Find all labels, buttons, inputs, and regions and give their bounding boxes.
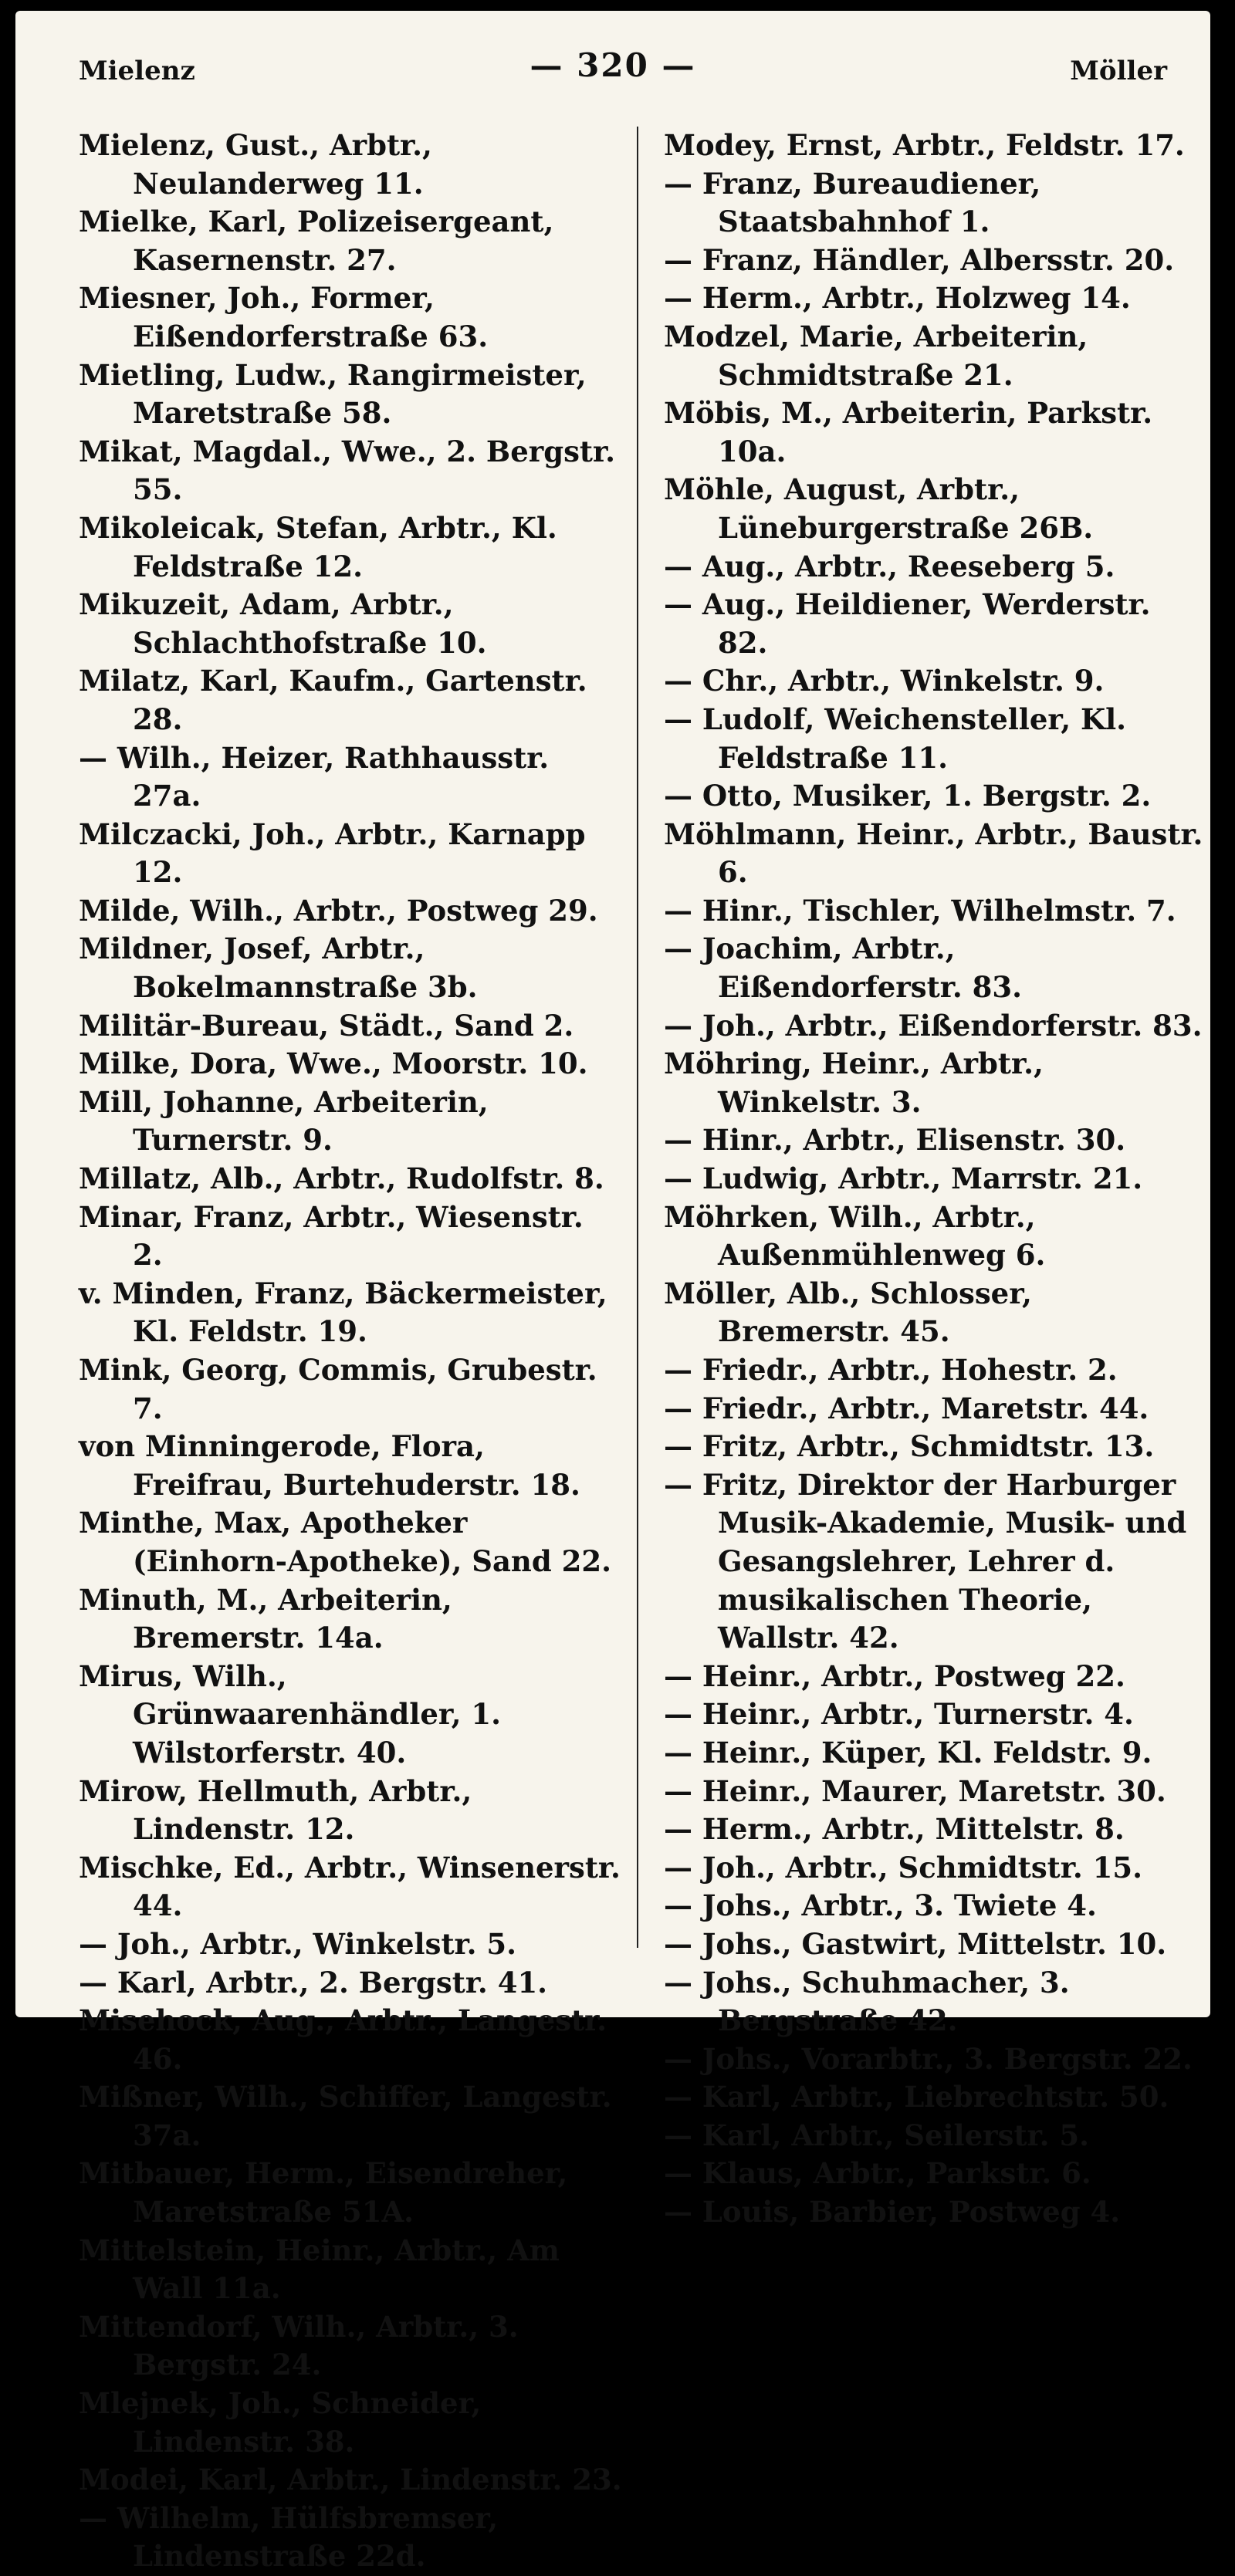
header-first-name: Mielenz (79, 56, 195, 86)
directory-entry: Modzel, Marie, Arbeiterin, Schmidtstraße 21. (664, 319, 1088, 392)
directory-entry: — Karl, Arbtr., 2. Bergstr. 41. (79, 1965, 548, 2000)
directory-entry: — Joachim, Arbtr., Eißendorferstr. 83. (664, 931, 1022, 1005)
directory-entry: v. Minden, Franz, Bäckermeister, Kl. Feldstr. 19. (79, 1276, 607, 1349)
directory-entry: — Franz, Bureaudiener, Staatsbahnhof 1. (664, 166, 1041, 239)
directory-entry: — Heinr., Maurer, Maretstr. 30. (664, 1773, 1166, 1808)
directory-entry: Mitbauer, Herm., Eisendreher, Maretstraße 51A. (79, 2156, 568, 2229)
directory-entry: Mikuzeit, Adam, Arbtr., Schlachthofstraße 10. (79, 587, 487, 660)
directory-entry: — Hinr., Tischler, Wilhelmstr. 7. (664, 893, 1176, 928)
directory-entry: Mill, Johanne, Arbeiterin, Turnerstr. 9. (79, 1084, 489, 1158)
directory-entry: — Fritz, Arbtr., Schmidtstr. 13. (664, 1429, 1155, 1464)
directory-entry: — Johs., Arbtr., 3. Twiete 4. (664, 1888, 1097, 1923)
directory-entry: Miesner, Joh., Former, Eißendorferstraße 63. (79, 281, 489, 353)
directory-entry: Minuth, M., Arbeiterin, Bremerstr. 14a. (79, 1582, 452, 1655)
directory-entry: — Chr., Arbtr., Winkelstr. 9. (664, 664, 1105, 698)
directory-entry: Misehock, Aug., Arbtr., Langestr. 46. (79, 2003, 607, 2076)
directory-entry: Milke, Dora, Wwe., Moorstr. 10. (79, 1046, 588, 1081)
directory-entry: Möhle, August, Arbtr., Lüneburgerstraße 26B. (664, 472, 1094, 545)
directory-entry: von Minningerode, Flora, Freifrau, Burtehuderstr. 18. (79, 1429, 580, 1502)
directory-entry: Milde, Wilh., Arbtr., Postweg 29. (79, 893, 598, 928)
directory-entry: — Wilh., Heizer, Rathhausstr. 27a. (79, 740, 550, 813)
directory-entry: — Heinr., Arbtr., Postweg 22. (664, 1658, 1125, 1693)
directory-entry: Mikat, Magdal., Wwe., 2. Bergstr. 55. (79, 434, 615, 507)
directory-entry: Mink, Georg, Commis, Grubestr. 7. (79, 1353, 597, 1425)
page-number: — 320 — (530, 46, 696, 84)
directory-entry: — Ludolf, Weichensteller, Kl. Feldstraße 11. (664, 701, 1127, 775)
page-header (15, 11, 1210, 88)
directory-entry: — Ludwig, Arbtr., Marrstr. 21. (664, 1161, 1143, 1196)
directory-entry: Mischke, Ed., Arbtr., Winsenerstr. 44. (79, 1850, 621, 1923)
directory-entry: — Louis, Barbier, Postweg 4. (664, 2195, 1121, 2229)
directory-entry: — Johs., Gastwirt, Mittelstr. 10. (664, 1926, 1167, 1961)
directory-entry: Millatz, Alb., Arbtr., Rudolfstr. 8. (79, 1161, 604, 1196)
right-column (664, 127, 1208, 2232)
directory-entry: Möbis, M., Arbeiterin, Parkstr. 10a. (664, 396, 1153, 468)
directory-entry: Mirow, Hellmuth, Arbtr., Lindenstr. 12. (79, 1773, 472, 1847)
directory-entry: — Joh., Arbtr., Schmidtstr. 15. (664, 1850, 1142, 1885)
directory-entry: Minthe, Max, Apotheker (Einhorn-Apotheke), Sand 22. (79, 1506, 611, 1578)
directory-entry: Mißner, Wilh., Schiffer, Langestr. 37a. (79, 2080, 612, 2152)
directory-entry: — Otto, Musiker, 1. Bergstr. 2. (664, 779, 1152, 813)
directory-entry: Milatz, Karl, Kaufm., Gartenstr. 28. (79, 664, 587, 736)
directory-entry: Möhlmann, Heinr., Arbtr., Baustr. 6. (664, 816, 1203, 890)
directory-entry: Möller, Alb., Schlosser, Bremerstr. 45. (664, 1276, 1032, 1349)
directory-entry: — Aug., Heildiener, Werderstr. 82. (664, 587, 1151, 660)
directory-entry: — Heinr., Arbtr., Turnerstr. 4. (664, 1697, 1134, 1732)
directory-entry: Modei, Karl, Arbtr., Lindenstr. 23. (79, 2463, 622, 2497)
directory-entry: — Herm., Arbtr., Mittelstr. 8. (664, 1812, 1125, 1847)
directory-entry: Mlejnek, Joh., Schneider, Lindenstr. 38. (79, 2386, 482, 2459)
directory-entry: — Joh., Arbtr., Winkelstr. 5. (79, 1926, 517, 1961)
directory-entry: — Karl, Arbtr., Liebrechtstr. 50. (664, 2080, 1169, 2115)
directory-entry: Mielenz, Gust., Arbtr., Neulanderweg 11. (79, 128, 432, 201)
directory-entry: Möhring, Heinr., Arbtr., Winkelstr. 3. (664, 1046, 1044, 1119)
directory-entry: — Franz, Händler, Albersstr. 20. (664, 242, 1175, 277)
directory-entry: Mikoleicak, Stefan, Arbtr., Kl. Feldstraße 12. (79, 510, 557, 583)
directory-entry: — Joh., Arbtr., Eißendorferstr. 83. (664, 1008, 1203, 1043)
directory-entry: Mittelstein, Heinr., Arbtr., Am Wall 11a. (79, 2233, 560, 2306)
directory-entry: Mildner, Josef, Arbtr., Bokelmannstraße 3b. (79, 931, 478, 1005)
directory-entry: Modey, Ernst, Arbtr., Feldstr. 17. (664, 128, 1185, 162)
left-column (79, 127, 623, 2576)
header-last-name: Möller (1070, 56, 1167, 86)
directory-entry: — Friedr., Arbtr., Hohestr. 2. (664, 1353, 1118, 1387)
directory-entry: Mietling, Ludw., Rangirmeister, Maretstraße 58. (79, 357, 587, 431)
directory-entry: — Wilhelm, Hülfsbremser, Lindenstraße 22d. (79, 2500, 499, 2574)
directory-entry: Möhrken, Wilh., Arbtr., Außenmühlenweg 6. (664, 1199, 1046, 1273)
directory-entry: Milczacki, Joh., Arbtr., Karnapp 12. (79, 816, 586, 890)
directory-entry: — Heinr., Küper, Kl. Feldstr. 9. (664, 1735, 1152, 1770)
directory-entry: — Hinr., Arbtr., Elisenstr. 30. (664, 1123, 1126, 1158)
directory-entry: — Klaus, Arbtr., Parkstr. 6. (664, 2156, 1091, 2191)
directory-entry: — Johs., Schuhmacher, 3. Bergstraße 42. (664, 1965, 1070, 2038)
directory-entry: — Johs., Vorarbtr., 3. Bergstr. 22. (664, 2041, 1193, 2076)
directory-entry: Mirus, Wilh., Grünwaarenhändler, 1. Wilstorferstr. 40. (79, 1658, 502, 1770)
directory-entry: — Aug., Arbtr., Reeseberg 5. (664, 549, 1115, 583)
directory-entry: Mielke, Karl, Polizeisergeant, Kasernenstr. 27. (79, 205, 554, 277)
directory-entry: Minar, Franz, Arbtr., Wiesenstr. 2. (79, 1199, 584, 1273)
column-divider (637, 127, 638, 1948)
directory-entry: Militär-Bureau, Städt., Sand 2. (79, 1008, 574, 1043)
directory-entry: — Karl, Arbtr., Seilerstr. 5. (664, 2118, 1090, 2152)
directory-entry: — Friedr., Arbtr., Maretstr. 44. (664, 1391, 1149, 1425)
directory-entry: — Fritz, Direktor der Harburger Musik-Akademie, Musik- und Gesangslehrer, Lehrer d. musikalischen Theorie, Wallstr. 42. (664, 1467, 1187, 1655)
directory-page (15, 11, 1210, 2574)
directory-entry: Mittendorf, Wilh., Arbtr., 3. Bergstr. 24. (79, 2309, 519, 2382)
directory-entry: — Herm., Arbtr., Holzweg 14. (664, 281, 1131, 316)
